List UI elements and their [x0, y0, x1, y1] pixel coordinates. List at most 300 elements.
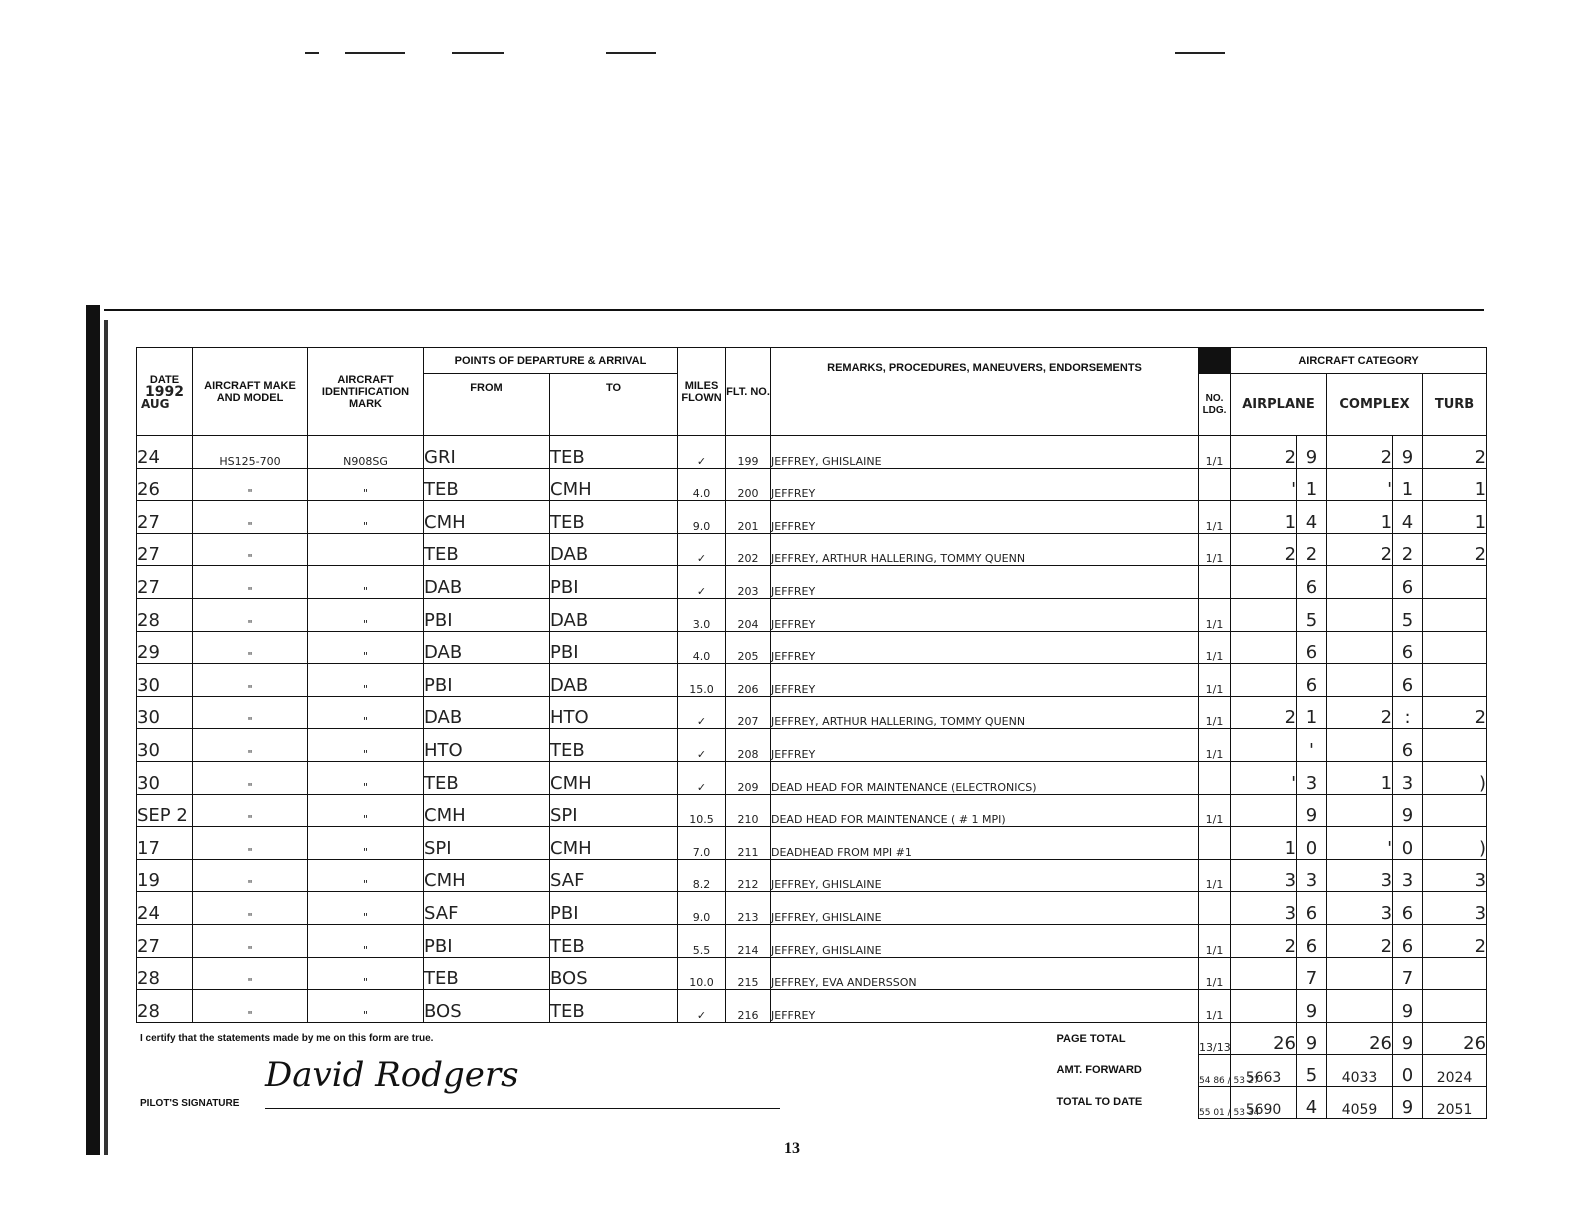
- row-date: 27: [137, 566, 193, 599]
- row-from: CMH: [424, 859, 550, 892]
- row-date: 30: [137, 696, 193, 729]
- row-turb: [1423, 729, 1487, 762]
- row-ldg: 1/1: [1199, 501, 1231, 534]
- row-complex-tenths: 6: [1393, 631, 1423, 664]
- row-miles: 3.0: [678, 598, 726, 631]
- page-top-edge: [104, 309, 1484, 311]
- row-date: 24: [137, 892, 193, 925]
- row-ident: ": [308, 598, 424, 631]
- total-to-date-complex: 4059: [1327, 1086, 1393, 1118]
- make-model-header: AIRCRAFT MAKE AND MODEL: [193, 348, 308, 436]
- row-complex-tenths: 9: [1393, 794, 1423, 827]
- row-ident: ": [308, 827, 424, 860]
- row-from: PBI: [424, 924, 550, 957]
- row-miles: 5.5: [678, 924, 726, 957]
- row-airplane-tenths: 5: [1297, 598, 1327, 631]
- row-remarks: DEAD HEAD FOR MAINTENANCE (ELECTRONICS): [771, 761, 1199, 794]
- row-from: GRI: [424, 436, 550, 469]
- scan-mark: [345, 52, 405, 54]
- row-flt-no: 208: [726, 729, 771, 762]
- row-remarks: JEFFREY: [771, 501, 1199, 534]
- signature-label: PILOT'S SIGNATURE: [140, 1098, 240, 1109]
- page-total-label: PAGE TOTAL: [1056, 1032, 1126, 1045]
- row-airplane-tenths: 6: [1297, 892, 1327, 925]
- row-miles: ✓: [678, 696, 726, 729]
- total-to-date-ldg: 55 01 / 53 34: [1199, 1086, 1231, 1118]
- row-from: PBI: [424, 598, 550, 631]
- row-airplane-tenths: 6: [1297, 924, 1327, 957]
- row-remarks: JEFFREY: [771, 598, 1199, 631]
- row-airplane: 2: [1231, 436, 1297, 469]
- row-airplane-tenths: ': [1297, 729, 1327, 762]
- row-from: TEB: [424, 761, 550, 794]
- row-ident: ": [308, 501, 424, 534]
- row-turb: [1423, 794, 1487, 827]
- row-remarks: JEFFREY, GHISLAINE: [771, 924, 1199, 957]
- row-turb: ): [1423, 761, 1487, 794]
- row-airplane: [1231, 957, 1297, 990]
- row-make-model: ": [193, 924, 308, 957]
- row-ldg: [1199, 468, 1231, 501]
- row-complex-tenths: 0: [1393, 827, 1423, 860]
- row-date: 29: [137, 631, 193, 664]
- row-to: TEB: [550, 729, 678, 762]
- row-to: CMH: [550, 468, 678, 501]
- row-airplane-tenths: 3: [1297, 761, 1327, 794]
- logbook-table: [136, 347, 1487, 1119]
- total-to-date-complex-tenths: 9: [1393, 1086, 1423, 1118]
- row-complex-tenths: :: [1393, 696, 1423, 729]
- row-turb: [1423, 990, 1487, 1023]
- row-remarks: JEFFREY: [771, 631, 1199, 664]
- row-date: 30: [137, 729, 193, 762]
- row-turb: 3: [1423, 892, 1487, 925]
- row-airplane: 3: [1231, 859, 1297, 892]
- row-flt-no: 207: [726, 696, 771, 729]
- row-ldg: 1/1: [1199, 729, 1231, 762]
- row-ident: ": [308, 631, 424, 664]
- flt-header: FLT. NO.: [726, 348, 771, 436]
- date-label: DATE: [149, 373, 180, 386]
- row-flt-no: 216: [726, 990, 771, 1023]
- row-flt-no: 211: [726, 827, 771, 860]
- row-date: 27: [137, 924, 193, 957]
- row-ldg: 1/1: [1199, 533, 1231, 566]
- row-to: DAB: [550, 533, 678, 566]
- row-to: CMH: [550, 761, 678, 794]
- month-value: AUG: [141, 396, 170, 411]
- row-ldg: 1/1: [1199, 859, 1231, 892]
- row-to: TEB: [550, 924, 678, 957]
- row-complex: 3: [1327, 892, 1393, 925]
- row-date: 17: [137, 827, 193, 860]
- row-complex-tenths: 3: [1393, 859, 1423, 892]
- page-number: 13: [784, 1140, 800, 1157]
- scan-mark: [1175, 52, 1225, 54]
- row-flt-no: 206: [726, 664, 771, 697]
- row-make-model: ": [193, 566, 308, 599]
- row-ident: ": [308, 729, 424, 762]
- row-from: DAB: [424, 566, 550, 599]
- ldg-header: NO. LDG.: [1199, 374, 1231, 436]
- row-ident: ": [308, 664, 424, 697]
- row-turb: [1423, 631, 1487, 664]
- row-from: CMH: [424, 794, 550, 827]
- row-make-model: ": [193, 957, 308, 990]
- amt-forward-turb: 2024: [1423, 1054, 1487, 1086]
- row-miles: 9.0: [678, 892, 726, 925]
- row-miles: ✓: [678, 990, 726, 1023]
- row-airplane: [1231, 664, 1297, 697]
- log-row: [137, 468, 1487, 501]
- page-total-turb: 26: [1423, 1022, 1487, 1054]
- row-ident: N908SG: [308, 436, 424, 469]
- row-remarks: JEFFREY, ARTHUR HALLERING, TOMMY QUENN: [771, 696, 1199, 729]
- row-to: SAF: [550, 859, 678, 892]
- row-complex-tenths: 6: [1393, 664, 1423, 697]
- row-miles: 15.0: [678, 664, 726, 697]
- date-header: [137, 348, 193, 436]
- certify-statement: I certify that the statements made by me on this form are true.: [140, 1033, 434, 1044]
- row-ldg: 1/1: [1199, 957, 1231, 990]
- row-ident: ": [308, 566, 424, 599]
- log-row: [137, 990, 1487, 1023]
- row-to: PBI: [550, 631, 678, 664]
- row-ldg: 1/1: [1199, 598, 1231, 631]
- row-flt-no: 215: [726, 957, 771, 990]
- row-remarks: JEFFREY: [771, 729, 1199, 762]
- row-airplane: ': [1231, 761, 1297, 794]
- row-airplane: 1: [1231, 827, 1297, 860]
- row-make-model: ": [193, 664, 308, 697]
- row-airplane-tenths: 6: [1297, 566, 1327, 599]
- row-make-model: ": [193, 892, 308, 925]
- row-remarks: JEFFREY: [771, 664, 1199, 697]
- page-total-airplane-tenths: 9: [1297, 1022, 1327, 1054]
- page-total-complex-tenths: 9: [1393, 1022, 1423, 1054]
- row-ldg: [1199, 827, 1231, 860]
- row-complex: 2: [1327, 533, 1393, 566]
- row-to: BOS: [550, 957, 678, 990]
- total-to-date-label: TOTAL TO DATE: [1056, 1096, 1143, 1109]
- row-remarks: JEFFREY, EVA ANDERSSON: [771, 957, 1199, 990]
- row-airplane-tenths: 0: [1297, 827, 1327, 860]
- page-total-ldg: 13/13: [1199, 1022, 1231, 1054]
- row-ident: ": [308, 794, 424, 827]
- row-date: 28: [137, 990, 193, 1023]
- row-complex: [1327, 957, 1393, 990]
- log-row: [137, 957, 1487, 990]
- row-from: DAB: [424, 696, 550, 729]
- amt-forward-complex-tenths: 0: [1393, 1054, 1423, 1086]
- row-ident: ": [308, 468, 424, 501]
- row-airplane-tenths: 7: [1297, 957, 1327, 990]
- row-ident: ": [308, 859, 424, 892]
- page-total-airplane: 26: [1231, 1022, 1297, 1054]
- row-turb: 1: [1423, 468, 1487, 501]
- row-complex-tenths: 2: [1393, 533, 1423, 566]
- row-miles: 4.0: [678, 468, 726, 501]
- row-remarks: JEFFREY, GHISLAINE: [771, 436, 1199, 469]
- row-miles: ✓: [678, 436, 726, 469]
- row-remarks: JEFFREY, GHISLAINE: [771, 859, 1199, 892]
- row-complex: 3: [1327, 859, 1393, 892]
- row-to: DAB: [550, 664, 678, 697]
- row-airplane: ': [1231, 468, 1297, 501]
- row-complex-tenths: 9: [1393, 990, 1423, 1023]
- ldg-black-box: [1199, 348, 1231, 374]
- row-from: PBI: [424, 664, 550, 697]
- row-complex: 2: [1327, 436, 1393, 469]
- row-date: 26: [137, 468, 193, 501]
- row-complex-tenths: 6: [1393, 566, 1423, 599]
- row-remarks: JEFFREY, ARTHUR HALLERING, TOMMY QUENN: [771, 533, 1199, 566]
- amt-forward-airplane-tenths: 5: [1297, 1054, 1327, 1086]
- pilot-signature: David Rodgers: [265, 1055, 519, 1095]
- row-complex-tenths: 9: [1393, 436, 1423, 469]
- row-ldg: 1/1: [1199, 436, 1231, 469]
- total-to-date-turb: 2051: [1423, 1086, 1487, 1118]
- log-row: [137, 827, 1487, 860]
- row-complex: [1327, 990, 1393, 1023]
- row-miles: ✓: [678, 533, 726, 566]
- category-header: AIRCRAFT CATEGORY: [1231, 348, 1487, 374]
- row-complex: 2: [1327, 924, 1393, 957]
- row-miles: 4.0: [678, 631, 726, 664]
- row-ident: ": [308, 761, 424, 794]
- row-flt-no: 214: [726, 924, 771, 957]
- row-miles: 7.0: [678, 827, 726, 860]
- row-from: TEB: [424, 533, 550, 566]
- row-make-model: ": [193, 533, 308, 566]
- row-complex-tenths: 5: [1393, 598, 1423, 631]
- row-turb: 2: [1423, 436, 1487, 469]
- log-row: [137, 598, 1487, 631]
- row-flt-no: 213: [726, 892, 771, 925]
- scan-mark: [606, 52, 656, 54]
- row-date: 28: [137, 598, 193, 631]
- page-binding-edge: [86, 305, 100, 1155]
- row-make-model: ": [193, 598, 308, 631]
- ident-header: AIRCRAFT IDENTIFICATION MARK: [308, 348, 424, 436]
- amt-forward-ldg: 54 86 / 53 27: [1199, 1054, 1231, 1086]
- row-airplane-tenths: 4: [1297, 501, 1327, 534]
- row-ldg: 1/1: [1199, 990, 1231, 1023]
- complex-header: COMPLEX: [1327, 374, 1423, 436]
- page-binding-edge: [104, 320, 108, 1155]
- row-ident: ": [308, 696, 424, 729]
- row-airplane-tenths: 2: [1297, 533, 1327, 566]
- row-complex-tenths: 3: [1393, 761, 1423, 794]
- row-to: SPI: [550, 794, 678, 827]
- row-turb: 2: [1423, 924, 1487, 957]
- row-from: CMH: [424, 501, 550, 534]
- total-to-date-airplane-tenths: 4: [1297, 1086, 1327, 1118]
- row-from: BOS: [424, 990, 550, 1023]
- row-to: TEB: [550, 436, 678, 469]
- row-airplane: 2: [1231, 924, 1297, 957]
- amt-forward-airplane: 5663: [1231, 1054, 1297, 1086]
- row-remarks: JEFFREY, GHISLAINE: [771, 892, 1199, 925]
- row-remarks: JEFFREY: [771, 990, 1199, 1023]
- row-make-model: ": [193, 761, 308, 794]
- row-from: SAF: [424, 892, 550, 925]
- row-airplane: [1231, 631, 1297, 664]
- row-miles: ✓: [678, 761, 726, 794]
- row-airplane: [1231, 990, 1297, 1023]
- row-complex: [1327, 631, 1393, 664]
- row-to: CMH: [550, 827, 678, 860]
- row-to: DAB: [550, 598, 678, 631]
- log-row: [137, 696, 1487, 729]
- amt-forward-complex: 4033: [1327, 1054, 1393, 1086]
- row-remarks: DEADHEAD FROM MPI #1: [771, 827, 1199, 860]
- row-make-model: ": [193, 696, 308, 729]
- row-ldg: 1/1: [1199, 794, 1231, 827]
- row-complex: ': [1327, 468, 1393, 501]
- row-date: 27: [137, 533, 193, 566]
- row-remarks: DEAD HEAD FOR MAINTENANCE ( # 1 MPI): [771, 794, 1199, 827]
- row-to: PBI: [550, 892, 678, 925]
- row-airplane-tenths: 3: [1297, 859, 1327, 892]
- log-row: [137, 924, 1487, 957]
- row-ident: ": [308, 957, 424, 990]
- row-turb: 3: [1423, 859, 1487, 892]
- row-turb: [1423, 566, 1487, 599]
- row-ldg: 1/1: [1199, 696, 1231, 729]
- row-airplane: [1231, 566, 1297, 599]
- row-ldg: [1199, 566, 1231, 599]
- row-miles: 9.0: [678, 501, 726, 534]
- row-from: TEB: [424, 957, 550, 990]
- row-airplane: 1: [1231, 501, 1297, 534]
- turb-header: TURB: [1423, 374, 1487, 436]
- row-flt-no: 210: [726, 794, 771, 827]
- row-miles: 10.5: [678, 794, 726, 827]
- row-airplane: [1231, 794, 1297, 827]
- row-turb: [1423, 664, 1487, 697]
- log-row: [137, 436, 1487, 469]
- row-ident: [308, 533, 424, 566]
- row-remarks: JEFFREY: [771, 566, 1199, 599]
- amt-forward-label: AMT. FORWARD: [1056, 1064, 1142, 1077]
- row-complex: [1327, 664, 1393, 697]
- row-complex: ': [1327, 827, 1393, 860]
- row-airplane-tenths: 1: [1297, 696, 1327, 729]
- row-airplane-tenths: 9: [1297, 990, 1327, 1023]
- row-to: PBI: [550, 566, 678, 599]
- row-complex-tenths: 4: [1393, 501, 1423, 534]
- row-complex: [1327, 729, 1393, 762]
- row-remarks: JEFFREY: [771, 468, 1199, 501]
- row-airplane-tenths: 6: [1297, 664, 1327, 697]
- row-airplane-tenths: 9: [1297, 436, 1327, 469]
- row-date: 30: [137, 761, 193, 794]
- row-turb: [1423, 957, 1487, 990]
- row-ldg: 1/1: [1199, 631, 1231, 664]
- log-row: [137, 761, 1487, 794]
- log-row: [137, 794, 1487, 827]
- row-to: HTO: [550, 696, 678, 729]
- row-flt-no: 202: [726, 533, 771, 566]
- row-from: DAB: [424, 631, 550, 664]
- row-make-model: ": [193, 794, 308, 827]
- row-ident: ": [308, 924, 424, 957]
- row-complex: [1327, 794, 1393, 827]
- row-ldg: [1199, 761, 1231, 794]
- row-flt-no: 203: [726, 566, 771, 599]
- row-flt-no: 212: [726, 859, 771, 892]
- log-row: [137, 631, 1487, 664]
- remarks-header: REMARKS, PROCEDURES, MANEUVERS, ENDORSEMENTS: [771, 348, 1199, 436]
- row-make-model: ": [193, 729, 308, 762]
- row-complex: 1: [1327, 761, 1393, 794]
- row-airplane: 2: [1231, 696, 1297, 729]
- scan-mark: [452, 52, 504, 54]
- page-total-complex: 26: [1327, 1022, 1393, 1054]
- row-from: HTO: [424, 729, 550, 762]
- total-to-date-airplane: 5690: [1231, 1086, 1297, 1118]
- from-header: FROM: [424, 374, 550, 436]
- log-row: [137, 566, 1487, 599]
- row-make-model: ": [193, 859, 308, 892]
- row-flt-no: 200: [726, 468, 771, 501]
- to-header: TO: [550, 374, 678, 436]
- airplane-header: AIRPLANE: [1231, 374, 1327, 436]
- row-to: TEB: [550, 990, 678, 1023]
- row-turb: 2: [1423, 533, 1487, 566]
- row-flt-no: 199: [726, 436, 771, 469]
- row-date: SEP 2: [137, 794, 193, 827]
- row-make-model: ": [193, 827, 308, 860]
- points-header: POINTS OF DEPARTURE & ARRIVAL: [424, 348, 678, 374]
- row-make-model: HS125-700: [193, 436, 308, 469]
- row-make-model: ": [193, 990, 308, 1023]
- row-make-model: ": [193, 501, 308, 534]
- row-airplane: 2: [1231, 533, 1297, 566]
- row-miles: 8.2: [678, 859, 726, 892]
- row-flt-no: 204: [726, 598, 771, 631]
- row-date: 30: [137, 664, 193, 697]
- row-turb: 1: [1423, 501, 1487, 534]
- row-ident: ": [308, 892, 424, 925]
- row-complex: 1: [1327, 501, 1393, 534]
- row-complex-tenths: 6: [1393, 924, 1423, 957]
- row-airplane-tenths: 9: [1297, 794, 1327, 827]
- log-row: [137, 859, 1487, 892]
- row-make-model: ": [193, 468, 308, 501]
- log-row: [137, 501, 1487, 534]
- log-row: [137, 729, 1487, 762]
- row-ldg: 1/1: [1199, 924, 1231, 957]
- row-ldg: 1/1: [1199, 664, 1231, 697]
- row-turb: [1423, 598, 1487, 631]
- row-complex: 2: [1327, 696, 1393, 729]
- row-complex: [1327, 598, 1393, 631]
- row-complex-tenths: 7: [1393, 957, 1423, 990]
- row-date: 28: [137, 957, 193, 990]
- row-complex: [1327, 566, 1393, 599]
- row-make-model: ": [193, 631, 308, 664]
- row-flt-no: 201: [726, 501, 771, 534]
- row-date: 19: [137, 859, 193, 892]
- row-airplane: [1231, 729, 1297, 762]
- row-ident: ": [308, 990, 424, 1023]
- row-miles: ✓: [678, 729, 726, 762]
- log-row: [137, 892, 1487, 925]
- row-date: 27: [137, 501, 193, 534]
- row-miles: 10.0: [678, 957, 726, 990]
